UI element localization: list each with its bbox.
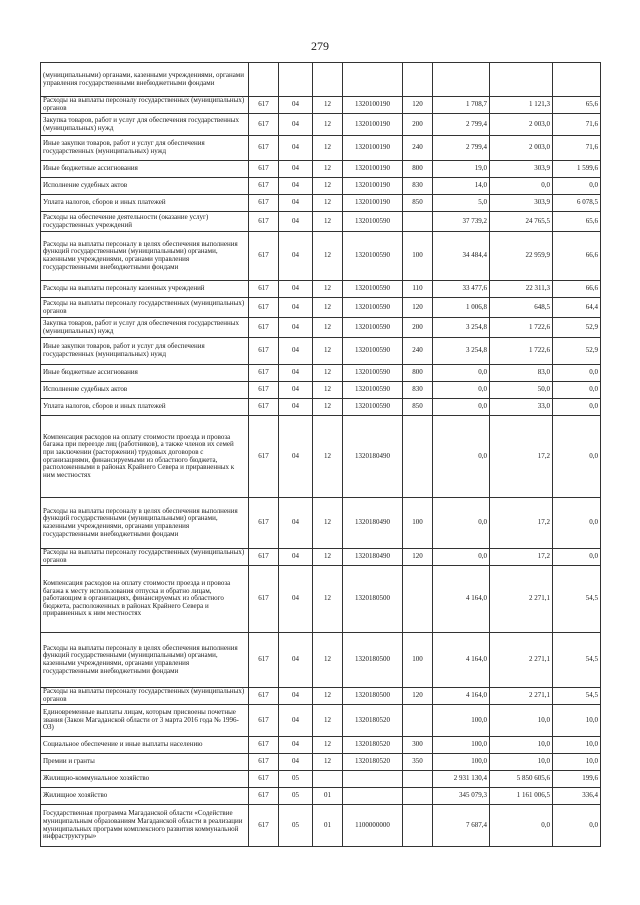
row-section: 05 — [279, 788, 313, 805]
table-row — [41, 195, 601, 212]
row-percent: 0,0 — [553, 365, 601, 382]
row-percent: 0,0 — [553, 382, 601, 399]
row-ved: 617 — [249, 298, 279, 318]
row-percent: 0,0 — [553, 399, 601, 416]
table-row — [41, 754, 601, 771]
row-percent: 0,0 — [553, 549, 601, 566]
row-percent: 52,9 — [553, 338, 601, 365]
row-subsection: 01 — [313, 805, 343, 847]
row-planned — [433, 63, 490, 97]
table-row — [41, 737, 601, 754]
row-planned: 4 164,0 — [433, 633, 490, 688]
row-executed: 17,2 — [490, 416, 553, 498]
row-subsection: 12 — [313, 281, 343, 298]
row-section: 04 — [279, 161, 313, 178]
row-expense-type: 800 — [403, 365, 433, 382]
table-row — [41, 498, 601, 549]
row-section: 04 — [279, 633, 313, 688]
row-name: Закупка товаров, работ и услуг для обеспечения государственных (муниципальных) нужд — [41, 114, 249, 136]
row-name: Исполнение судебных актов — [41, 382, 249, 399]
row-percent: 54,5 — [553, 688, 601, 705]
row-executed: 2 271,1 — [490, 633, 553, 688]
row-target-code: 1320100590 — [343, 232, 403, 281]
row-ved: 617 — [249, 771, 279, 788]
row-subsection: 12 — [313, 382, 343, 399]
row-planned: 2 799,4 — [433, 114, 490, 136]
row-target-code — [343, 63, 403, 97]
row-subsection — [313, 63, 343, 97]
row-planned: 4 164,0 — [433, 688, 490, 705]
row-expense-type: 120 — [403, 97, 433, 114]
row-name: Расходы на выплаты персоналу государственных (муниципальных) органов — [41, 688, 249, 705]
row-name: Расходы на выплаты персоналу государственных (муниципальных) органов — [41, 97, 249, 114]
row-section: 05 — [279, 771, 313, 788]
row-name: Социальное обеспечение и иные выплаты населению — [41, 737, 249, 754]
row-executed: 303,9 — [490, 195, 553, 212]
row-subsection: 12 — [313, 212, 343, 232]
row-ved: 617 — [249, 705, 279, 737]
row-ved: 617 — [249, 805, 279, 847]
budget-table — [40, 62, 601, 847]
row-target-code: 1320180520 — [343, 705, 403, 737]
row-ved: 617 — [249, 382, 279, 399]
row-target-code: 1320100590 — [343, 281, 403, 298]
row-target-code: 1320100190 — [343, 97, 403, 114]
row-expense-type: 830 — [403, 178, 433, 195]
row-ved: 617 — [249, 178, 279, 195]
row-section: 04 — [279, 399, 313, 416]
row-target-code: 1320180490 — [343, 416, 403, 498]
row-executed: 10,0 — [490, 705, 553, 737]
table-row — [41, 365, 601, 382]
row-name: Расходы на выплаты персоналу в целях обеспечения выполнения функций государственными (муниципальными) органами, казенными учреждениями, органами управления государственными внебюджетными фондами — [41, 633, 249, 688]
row-section: 04 — [279, 212, 313, 232]
row-expense-type: 100 — [403, 633, 433, 688]
row-planned: 100,0 — [433, 737, 490, 754]
row-executed: 2 003,0 — [490, 136, 553, 161]
row-target-code: 1320180500 — [343, 633, 403, 688]
row-section: 04 — [279, 416, 313, 498]
row-target-code: 1320180520 — [343, 754, 403, 771]
row-planned: 3 254,8 — [433, 318, 490, 338]
table-row — [41, 549, 601, 566]
row-subsection: 12 — [313, 114, 343, 136]
row-expense-type: 850 — [403, 195, 433, 212]
row-subsection: 12 — [313, 136, 343, 161]
row-target-code: 1320100590 — [343, 212, 403, 232]
row-expense-type: 850 — [403, 399, 433, 416]
row-name: Расходы на обеспечение деятельности (оказание услуг) государственных учреждений — [41, 212, 249, 232]
row-name: Иные закупки товаров, работ и услуг для обеспечения государственных (муниципальных) нужд — [41, 136, 249, 161]
row-section: 04 — [279, 281, 313, 298]
row-ved: 617 — [249, 549, 279, 566]
row-section — [279, 63, 313, 97]
row-executed: 2 271,1 — [490, 566, 553, 633]
row-percent — [553, 63, 601, 97]
row-name: Премии и гранты — [41, 754, 249, 771]
table-row — [41, 97, 601, 114]
row-executed: 22 959,9 — [490, 232, 553, 281]
row-subsection: 12 — [313, 688, 343, 705]
row-name: Жилищное хозяйство — [41, 788, 249, 805]
table-row — [41, 63, 601, 97]
row-subsection: 12 — [313, 298, 343, 318]
row-percent: 199,6 — [553, 771, 601, 788]
row-ved: 617 — [249, 688, 279, 705]
row-section: 04 — [279, 232, 313, 281]
row-target-code: 1320100590 — [343, 338, 403, 365]
row-name: (муниципальными) органами, казенными учреждениями, органами управления государственными внебюджетными фондами — [41, 63, 249, 97]
row-subsection: 12 — [313, 549, 343, 566]
row-percent: 0,0 — [553, 178, 601, 195]
row-percent: 1 599,6 — [553, 161, 601, 178]
row-ved: 617 — [249, 633, 279, 688]
row-planned: 0,0 — [433, 498, 490, 549]
row-executed: 50,0 — [490, 382, 553, 399]
row-ved: 617 — [249, 232, 279, 281]
row-expense-type — [403, 788, 433, 805]
row-subsection: 12 — [313, 498, 343, 549]
row-percent: 71,6 — [553, 136, 601, 161]
row-subsection: 12 — [313, 633, 343, 688]
row-section: 04 — [279, 178, 313, 195]
table-row — [41, 788, 601, 805]
row-name: Закупка товаров, работ и услуг для обеспечения государственных (муниципальных) нужд — [41, 318, 249, 338]
row-expense-type: 120 — [403, 549, 433, 566]
row-expense-type: 100 — [403, 498, 433, 549]
row-percent: 64,4 — [553, 298, 601, 318]
row-executed: 0,0 — [490, 805, 553, 847]
row-name: Единовременные выплаты лицам, которым присвоены почетные звания (Закон Магаданской области от 3 марта 2016 года № 1996-ОЗ) — [41, 705, 249, 737]
row-target-code: 1320180500 — [343, 566, 403, 633]
row-expense-type: 830 — [403, 382, 433, 399]
table-row — [41, 399, 601, 416]
row-executed: 83,0 — [490, 365, 553, 382]
row-section: 04 — [279, 195, 313, 212]
row-target-code — [343, 788, 403, 805]
row-ved: 617 — [249, 212, 279, 232]
row-ved: 617 — [249, 788, 279, 805]
row-planned: 0,0 — [433, 416, 490, 498]
row-ved: 617 — [249, 195, 279, 212]
row-target-code: 1320180490 — [343, 498, 403, 549]
row-subsection: 12 — [313, 97, 343, 114]
row-ved: 617 — [249, 114, 279, 136]
row-percent: 10,0 — [553, 737, 601, 754]
row-ved: 617 — [249, 365, 279, 382]
row-target-code: 1320100590 — [343, 318, 403, 338]
row-expense-type — [403, 63, 433, 97]
row-section: 04 — [279, 114, 313, 136]
table-row — [41, 771, 601, 788]
row-expense-type — [403, 566, 433, 633]
row-name: Государственная программа Магаданской области «Содействие муниципальным образованиям Магаданской области в реализации муниципальных программ комплексного развития коммунальной инфраструктуры» — [41, 805, 249, 847]
row-target-code: 1320180520 — [343, 737, 403, 754]
table-row — [41, 566, 601, 633]
table-row — [41, 114, 601, 136]
row-planned: 4 164,0 — [433, 566, 490, 633]
table-row — [41, 338, 601, 365]
row-percent: 54,5 — [553, 633, 601, 688]
row-planned: 0,0 — [433, 399, 490, 416]
row-target-code: 1100000000 — [343, 805, 403, 847]
row-executed: 24 765,5 — [490, 212, 553, 232]
row-expense-type: 300 — [403, 737, 433, 754]
row-percent: 10,0 — [553, 705, 601, 737]
row-ved: 617 — [249, 338, 279, 365]
row-name: Компенсация расходов на оплату стоимости проезда и провоза багажа при переезде лиц (работников), а также членов их семей при заключении (расторжении) трудовых договоров с организациями, финансируемыми из областного бюджета, расположенными в районах Крайнего Севера и приравненных к ним местностях — [41, 416, 249, 498]
row-planned: 100,0 — [433, 754, 490, 771]
row-subsection: 12 — [313, 161, 343, 178]
row-target-code: 1320100190 — [343, 195, 403, 212]
row-subsection: 12 — [313, 178, 343, 195]
row-expense-type — [403, 705, 433, 737]
row-section: 04 — [279, 498, 313, 549]
row-target-code: 1320100190 — [343, 136, 403, 161]
row-expense-type — [403, 805, 433, 847]
row-executed: 1 121,3 — [490, 97, 553, 114]
row-executed: 1 722,6 — [490, 318, 553, 338]
row-section: 04 — [279, 97, 313, 114]
row-section: 04 — [279, 338, 313, 365]
row-executed — [490, 63, 553, 97]
row-subsection: 12 — [313, 338, 343, 365]
row-name: Расходы на выплаты персоналу в целях обеспечения выполнения функций государственными (муниципальными) органами, казенными учреждениями, органами управления государственными внебюджетными фондами — [41, 232, 249, 281]
row-name: Иные бюджетные ассигнования — [41, 365, 249, 382]
row-planned: 7 687,4 — [433, 805, 490, 847]
row-ved: 617 — [249, 161, 279, 178]
row-subsection: 12 — [313, 399, 343, 416]
row-name: Расходы на выплаты персоналу в целях обеспечения выполнения функций государственными (муниципальными) органами, казенными учреждениями, органами управления государственными внебюджетными фондами — [41, 498, 249, 549]
row-target-code: 1320180490 — [343, 549, 403, 566]
row-planned: 3 254,8 — [433, 338, 490, 365]
row-planned: 5,0 — [433, 195, 490, 212]
table-row — [41, 633, 601, 688]
table-row — [41, 232, 601, 281]
row-planned: 1 708,7 — [433, 97, 490, 114]
row-section: 04 — [279, 688, 313, 705]
row-planned: 14,0 — [433, 178, 490, 195]
row-expense-type: 240 — [403, 136, 433, 161]
row-section: 04 — [279, 549, 313, 566]
page-number: 279 — [311, 39, 329, 53]
row-planned: 19,0 — [433, 161, 490, 178]
row-subsection — [313, 771, 343, 788]
row-name: Уплата налогов, сборов и иных платежей — [41, 195, 249, 212]
row-target-code: 1320100590 — [343, 399, 403, 416]
row-percent: 54,5 — [553, 566, 601, 633]
row-executed: 303,9 — [490, 161, 553, 178]
row-executed: 33,0 — [490, 399, 553, 416]
table-row — [41, 136, 601, 161]
row-section: 04 — [279, 298, 313, 318]
row-expense-type: 350 — [403, 754, 433, 771]
row-ved: 617 — [249, 318, 279, 338]
table-row — [41, 298, 601, 318]
row-executed: 648,5 — [490, 298, 553, 318]
row-name: Иные бюджетные ассигнования — [41, 161, 249, 178]
row-target-code: 1320100590 — [343, 382, 403, 399]
row-subsection: 12 — [313, 754, 343, 771]
row-subsection: 12 — [313, 318, 343, 338]
table-row — [41, 805, 601, 847]
row-name: Расходы на выплаты персоналу государственных (муниципальных) органов — [41, 298, 249, 318]
row-section: 05 — [279, 805, 313, 847]
row-ved: 617 — [249, 399, 279, 416]
row-planned: 0,0 — [433, 549, 490, 566]
row-executed: 10,0 — [490, 737, 553, 754]
table-row — [41, 688, 601, 705]
row-percent: 6 078,5 — [553, 195, 601, 212]
row-executed: 5 850 605,6 — [490, 771, 553, 788]
row-planned: 2 799,4 — [433, 136, 490, 161]
row-section: 04 — [279, 737, 313, 754]
row-planned: 34 484,4 — [433, 232, 490, 281]
row-executed: 17,2 — [490, 549, 553, 566]
row-name: Жилищно-коммунальное хозяйство — [41, 771, 249, 788]
row-target-code: 1320100590 — [343, 298, 403, 318]
row-expense-type: 240 — [403, 338, 433, 365]
row-target-code: 1320100190 — [343, 178, 403, 195]
table-row — [41, 212, 601, 232]
row-subsection: 12 — [313, 737, 343, 754]
row-planned: 345 079,3 — [433, 788, 490, 805]
row-target-code: 1320100590 — [343, 365, 403, 382]
row-target-code — [343, 771, 403, 788]
row-ved: 617 — [249, 97, 279, 114]
row-ved: 617 — [249, 498, 279, 549]
row-expense-type: 120 — [403, 688, 433, 705]
row-subsection: 12 — [313, 416, 343, 498]
row-executed: 10,0 — [490, 754, 553, 771]
row-executed: 22 311,3 — [490, 281, 553, 298]
row-expense-type — [403, 212, 433, 232]
row-percent: 0,0 — [553, 416, 601, 498]
row-percent: 336,4 — [553, 788, 601, 805]
row-name: Расходы на выплаты персоналу казенных учреждений — [41, 281, 249, 298]
row-executed: 1 161 006,5 — [490, 788, 553, 805]
row-section: 04 — [279, 136, 313, 161]
row-target-code: 1320100190 — [343, 114, 403, 136]
row-percent: 0,0 — [553, 805, 601, 847]
row-percent: 52,9 — [553, 318, 601, 338]
table-row — [41, 318, 601, 338]
table-row — [41, 382, 601, 399]
row-planned: 100,0 — [433, 705, 490, 737]
table-row — [41, 281, 601, 298]
row-section: 04 — [279, 754, 313, 771]
row-expense-type — [403, 771, 433, 788]
row-name: Компенсация расходов на оплату стоимости проезда и провоза багажа к месту использования отпуска и обратно лицам, работающим в организациях, финансируемых из областного бюджета, расположенных в районах Крайнего Севера и приравненных к ним местностях — [41, 566, 249, 633]
row-percent: 0,0 — [553, 498, 601, 549]
table-row — [41, 161, 601, 178]
row-name: Уплата налогов, сборов и иных платежей — [41, 399, 249, 416]
row-percent: 66,6 — [553, 232, 601, 281]
row-subsection: 12 — [313, 365, 343, 382]
row-ved — [249, 63, 279, 97]
row-ved: 617 — [249, 281, 279, 298]
row-percent: 66,6 — [553, 281, 601, 298]
row-planned: 37 739,2 — [433, 212, 490, 232]
row-executed: 0,0 — [490, 178, 553, 195]
row-planned: 0,0 — [433, 365, 490, 382]
row-expense-type: 120 — [403, 298, 433, 318]
row-subsection: 12 — [313, 705, 343, 737]
row-executed: 1 722,6 — [490, 338, 553, 365]
row-executed: 2 003,0 — [490, 114, 553, 136]
row-ved: 617 — [249, 416, 279, 498]
row-target-code: 1320180500 — [343, 688, 403, 705]
table-row — [41, 178, 601, 195]
row-expense-type: 110 — [403, 281, 433, 298]
row-expense-type: 200 — [403, 114, 433, 136]
row-executed: 17,2 — [490, 498, 553, 549]
row-percent: 10,0 — [553, 754, 601, 771]
row-subsection: 12 — [313, 566, 343, 633]
row-subsection: 12 — [313, 232, 343, 281]
row-ved: 617 — [249, 754, 279, 771]
row-section: 04 — [279, 382, 313, 399]
row-expense-type: 100 — [403, 232, 433, 281]
table-row — [41, 416, 601, 498]
row-expense-type: 800 — [403, 161, 433, 178]
row-executed: 2 271,1 — [490, 688, 553, 705]
row-planned: 2 931 130,4 — [433, 771, 490, 788]
row-section: 04 — [279, 365, 313, 382]
row-subsection: 12 — [313, 195, 343, 212]
row-section: 04 — [279, 566, 313, 633]
row-name: Исполнение судебных актов — [41, 178, 249, 195]
row-percent: 65,6 — [553, 212, 601, 232]
row-percent: 65,6 — [553, 97, 601, 114]
table-row — [41, 705, 601, 737]
row-ved: 617 — [249, 737, 279, 754]
row-subsection: 01 — [313, 788, 343, 805]
row-expense-type: 200 — [403, 318, 433, 338]
row-planned: 33 477,6 — [433, 281, 490, 298]
row-planned: 0,0 — [433, 382, 490, 399]
row-section: 04 — [279, 318, 313, 338]
row-planned: 1 006,8 — [433, 298, 490, 318]
row-ved: 617 — [249, 136, 279, 161]
row-name: Иные закупки товаров, работ и услуг для обеспечения государственных (муниципальных) нужд — [41, 338, 249, 365]
row-ved: 617 — [249, 566, 279, 633]
row-section: 04 — [279, 705, 313, 737]
row-name: Расходы на выплаты персоналу государственных (муниципальных) органов — [41, 549, 249, 566]
row-target-code: 1320100190 — [343, 161, 403, 178]
row-percent: 71,6 — [553, 114, 601, 136]
row-expense-type — [403, 416, 433, 498]
